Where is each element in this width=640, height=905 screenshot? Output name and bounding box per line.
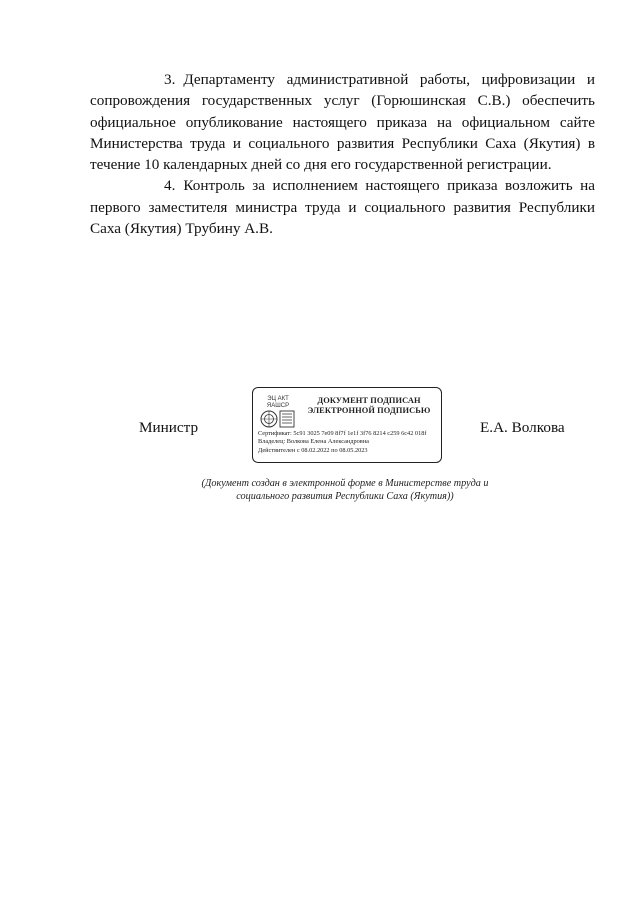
stamp-certificate: Сертификат: 5c91 3025 7e09 8f7f 1e1f 3f76 8214 c259 6c42 018f xyxy=(258,430,427,437)
svg-text:ЭЦ АКТ: ЭЦ АКТ xyxy=(267,396,289,402)
signatory-name: Е.А. Волкова xyxy=(480,419,565,436)
paragraph-number: 3. xyxy=(164,71,176,88)
emblem-icon xyxy=(258,392,298,432)
stamp-details xyxy=(258,430,440,455)
document-footnote xyxy=(150,477,540,503)
footnote-line: (Документ создан в электронной форме в Министерстве труда и xyxy=(201,478,489,489)
signatory-position: Министр xyxy=(139,419,199,436)
electronic-signature-stamp xyxy=(252,387,442,463)
stamp-title-line: ЭЛЕКТРОННОЙ ПОДПИСЬЮ xyxy=(307,406,431,415)
footnote-line: социального развития Республики Саха (Якутия)) xyxy=(236,491,454,502)
paragraph-text: Департаменту административной работы, цифровизации и сопровождения государственных услуг (Горюшинская С.В.) обеспечить официальное опубликование настоящего приказа на официальном сайте Министерства труда и социального развития Республики Саха (Якутия) в течение 10 календарных дней со дня его государственной регистрации. xyxy=(90,71,595,174)
svg-text:ЯАШСР: ЯАШСР xyxy=(266,403,290,409)
stamp-validity: Действителен с 08.02.2022 по 08.05.2023 xyxy=(258,446,368,454)
order-body xyxy=(90,69,595,239)
paragraph-number: 4. xyxy=(164,177,176,195)
paragraph-text: Контроль за исполнением настоящего приказа возложить на первого заместителя министра труда и социального развития Республики Саха (Якутия) Трубину А.В. xyxy=(90,177,595,238)
signature-block xyxy=(0,380,640,470)
stamp-owner: Владелец: Волкова Елена Александровна xyxy=(258,438,369,446)
stamp-title-line: ДОКУМЕНТ ПОДПИСАН xyxy=(317,396,421,405)
paragraph-3 xyxy=(90,69,595,175)
paragraph-4 xyxy=(90,175,595,239)
stamp-title xyxy=(299,396,439,416)
